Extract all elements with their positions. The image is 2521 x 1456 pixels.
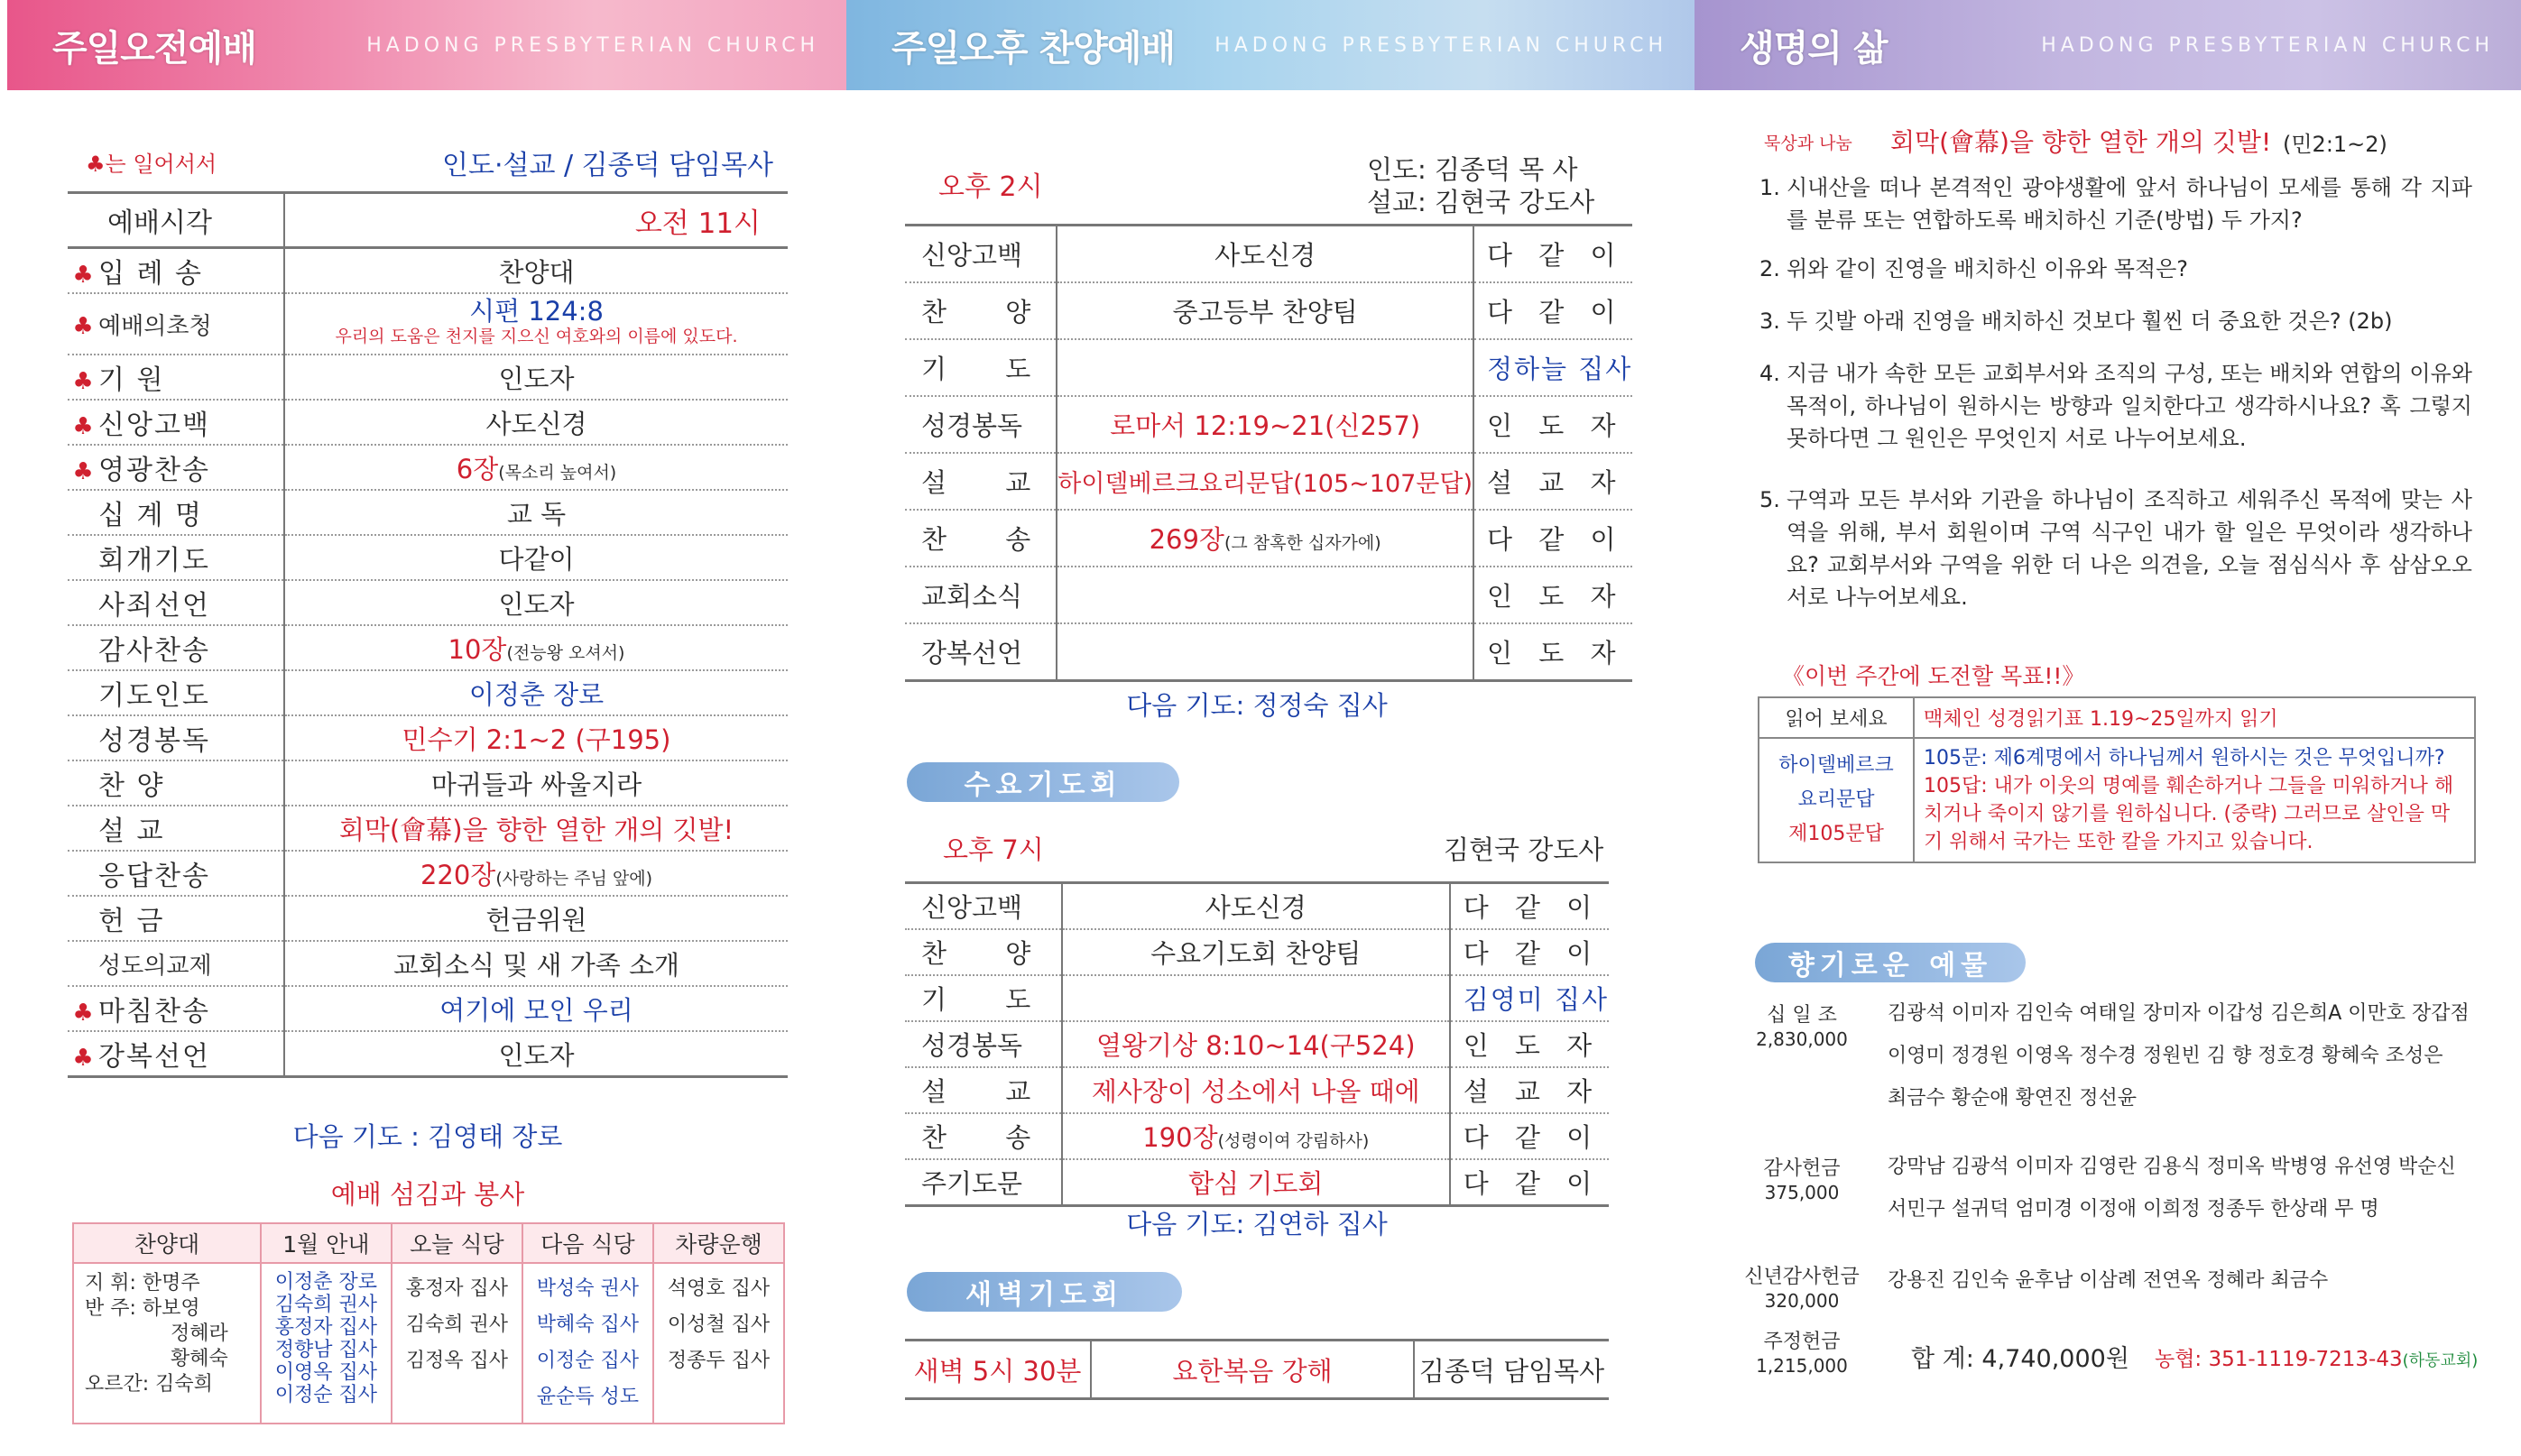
list-item: 석영호 집사: [667, 1277, 771, 1300]
serve-header: 찬양대: [73, 1223, 261, 1263]
question: [1759, 484, 2472, 613]
list-item: 홍정자 집사: [274, 1316, 378, 1339]
stand-marker: ♣: [72, 368, 94, 395]
table-row: [68, 293, 788, 355]
order-person: 인 도 자: [1473, 623, 1632, 681]
order-value: 마귀들과 싸울지라: [284, 760, 788, 806]
table-row: [68, 670, 788, 715]
order-value: 190장: [1142, 1122, 1218, 1153]
dawn-leader: 김종덕 담임목사: [1418, 1355, 1605, 1387]
wednesday-time: 오후 7시: [943, 834, 1044, 865]
list-item: 윤순득 성도: [536, 1386, 640, 1408]
weekly-label-block: [1743, 1330, 1861, 1378]
order-label: 설 교: [905, 453, 1057, 510]
order-label: 기도인도: [98, 680, 210, 712]
life-ref: (민2:1~2): [2283, 132, 2387, 157]
name-line: 서민구 설귀덕 엄미경 이정애 이희정 정종두 한상래 무 명: [1888, 1198, 2379, 1221]
serve-header: 1월 안내: [261, 1223, 392, 1263]
list-item: 이정춘 장로: [274, 1271, 378, 1294]
list-item: 이정순 집사: [536, 1350, 640, 1372]
account-block: [2155, 1342, 2478, 1372]
newyear-label-block: [1743, 1265, 1861, 1313]
table-row: [905, 1067, 1609, 1113]
order-label: 기 도: [905, 975, 1062, 1021]
offering-label: 신년감사헌금: [1744, 1266, 1860, 1288]
order-value: 인도자: [284, 1031, 788, 1077]
question-number: 3.: [1759, 309, 1780, 334]
order-label: 성경봉독: [905, 1021, 1062, 1067]
order-value: 합심 기도회: [1062, 1159, 1450, 1206]
question-text: 두 깃발 아래 진영을 배치하신 것보다 훨씬 더 중요한 것은? (2b): [1787, 309, 2393, 334]
order-value: 10장: [448, 633, 507, 665]
order-person: 다 같 이: [1473, 282, 1632, 339]
order-note: (그 참혹한 십자가에): [1224, 533, 1381, 553]
banner-afternoon-sub: HADONG PRESBYTERIAN CHURCH: [1214, 33, 1667, 57]
serve-header: 오늘 식당: [392, 1223, 522, 1263]
list-item: 김숙희 권사: [274, 1294, 378, 1316]
order-person: 다 같 이: [1450, 929, 1609, 975]
table-row: [905, 929, 1609, 975]
table-row: [68, 851, 788, 896]
list-item: 박혜숙 집사: [536, 1313, 640, 1336]
order-note: (목소리 높여서): [498, 462, 617, 483]
order-value: [1062, 975, 1450, 1021]
order-value: 수요기도회 찬양팀: [1062, 929, 1450, 975]
choir-column: [73, 1263, 261, 1424]
serve-header: 차량운행: [653, 1223, 784, 1263]
order-label: 입 례 송: [98, 258, 204, 290]
list-item: 정혜라: [171, 1322, 228, 1345]
stand-marker: ♣: [72, 458, 94, 485]
today-kitchen-column: [392, 1263, 522, 1424]
order-value: 열왕기상 8:10~14(구524): [1062, 1021, 1450, 1067]
name-line: 최금수 황순애 황연진 정선윤: [1888, 1087, 2138, 1110]
table-row: [68, 986, 788, 1031]
wednesday-leader: 김현국 강도사: [1444, 834, 1604, 865]
order-person: 설 교 자: [1450, 1067, 1609, 1113]
afternoon-order-table: [905, 224, 1632, 682]
list-item: 정향남 집사: [274, 1339, 378, 1361]
question-text: 위와 같이 진영을 배치하신 이유와 목적은?: [1787, 256, 2189, 281]
order-value: [1057, 623, 1473, 681]
order-label: 응답찬송: [98, 861, 210, 892]
order-value: [1057, 339, 1473, 396]
offering-amount: 2,830,000: [1756, 1028, 1848, 1050]
order-label: 주기도문: [905, 1159, 1062, 1206]
table-row: [905, 1021, 1609, 1067]
dawn-pill: 새벽기도회: [907, 1272, 1182, 1312]
order-person: 다 같 이: [1450, 1113, 1609, 1159]
thanks-label-block: [1743, 1157, 1861, 1205]
order-label: 기 도: [905, 339, 1057, 396]
order-value: 사도신경: [284, 400, 788, 445]
order-value: 220장: [420, 859, 496, 890]
catechism-answer: 105답: 내가 이웃의 명예를 훼손하거나 그들을 미워하거나 해치거나 죽이지 않기를 원하십니다. (중략) 그러므로 살인을 막기 위해서 국가는 또한 칼을 가지고 있습니다.: [1924, 775, 2454, 853]
thanks-names: [1888, 1146, 2492, 1230]
list-item: 김숙희 권사: [405, 1313, 509, 1336]
table-row: [905, 623, 1632, 681]
list-item: 이성철 집사: [667, 1313, 771, 1336]
catechism-label: [1759, 738, 1914, 862]
order-label: 십 계 명: [98, 500, 204, 531]
dawn-row: [905, 1339, 1609, 1400]
order-value: 교회소식 및 새 가족 소개: [284, 941, 788, 986]
banner-morning-sub: HADONG PRESBYTERIAN CHURCH: [366, 33, 819, 57]
question-text: 시내산을 떠나 본격적인 광야생활에 앞서 하나님이 모세를 통해 각 지파를 분류 또는 연합하도록 배치하신 기준(방법) 두 가지?: [1787, 175, 2472, 233]
order-label: 신앙고백: [905, 883, 1062, 930]
table-row: [68, 715, 788, 760]
order-value: 로마서 12:19~21(신257): [1057, 396, 1473, 453]
bank-account: 농협: 351-1119-7213-43: [2155, 1348, 2403, 1371]
morning-time-row: [68, 193, 788, 248]
order-note: (전능왕 오셔서): [506, 642, 625, 663]
order-label: 성도의교제: [98, 952, 212, 980]
order-label: 예배의초청: [98, 312, 212, 340]
order-note: 우리의 도움은 천지를 지으신 여호와의 이름에 있도다.: [335, 327, 738, 346]
order-value: 사도신경: [1062, 883, 1450, 930]
banner-morning: [7, 0, 846, 90]
table-row: [905, 567, 1632, 623]
question: [1759, 253, 2472, 285]
order-value: 찬양대: [284, 248, 788, 294]
read-value: 맥체인 성경읽기표 1.19~25일까지 읽기: [1914, 697, 2475, 738]
question-text: 구역과 모든 부서와 기관을 하나님이 조직하고 세워주신 목적에 맞는 사역을 위해, 부서 회원이며 구역 식구인 내가 할 일은 무엇이라 생각하나요? 교회부서와 구역을 위한 더 나은 의견을, 오늘 점심식사 후 삼삼오오 서로 나누어보세요.: [1787, 487, 2472, 610]
wednesday-order-table: [905, 881, 1609, 1207]
table-row: [905, 453, 1632, 510]
list-item: 황혜숙: [171, 1348, 228, 1370]
list-item: 이영옥 집사: [274, 1361, 378, 1384]
afternoon-leader: 인도: 김종덕 목 사: [1367, 154, 1578, 185]
question: [1759, 305, 2472, 337]
order-label: 영광찬송: [98, 455, 210, 486]
banner-morning-title: 주일오전예배: [52, 27, 256, 69]
order-value: 하이델베르크요리문답(105~107문답): [1057, 453, 1473, 510]
order-label: 찬 송: [905, 510, 1057, 567]
list-item: 정종두 집사: [667, 1350, 771, 1372]
table-row: [68, 400, 788, 445]
name-line: 강막남 김광석 이미자 김영란 김용식 정미옥 박병영 유선영 박순신: [1888, 1156, 2456, 1178]
goal-table: [1758, 696, 2476, 863]
stand-marker: ♣: [72, 1000, 94, 1027]
table-row: [68, 490, 788, 535]
table-row: [905, 282, 1632, 339]
wednesday-pill: 수요기도회: [907, 762, 1179, 802]
name-line: 김광석 이미자 김인숙 여태일 장미자 이갑성 김은희A 이만호 장갑점: [1888, 1002, 2470, 1025]
morning-time-value: 오전 11시: [284, 193, 788, 248]
serve-table: [72, 1222, 785, 1424]
wednesday-next-prayer: 다음 기도: 김연하 집사: [1126, 1209, 1388, 1239]
order-label: 찬 양: [905, 929, 1062, 975]
order-value: 여기에 모인 우리: [284, 986, 788, 1031]
question-number: 2.: [1759, 256, 1780, 281]
catechism-content: [1914, 738, 2475, 862]
serve-header-row: [73, 1223, 784, 1263]
order-label: 신앙고백: [905, 226, 1057, 283]
order-person: 다 같 이: [1473, 510, 1632, 567]
table-row: [68, 896, 788, 941]
order-note: (성령이여 강림하사): [1217, 1131, 1370, 1151]
driver-column: [653, 1263, 784, 1424]
stand-note: ♣는 일어서서: [86, 152, 217, 177]
afternoon-preacher: 설교: 김현국 강도사: [1367, 187, 1595, 217]
catechism-label-line: 제105문답: [1788, 823, 1884, 845]
order-label: 성경봉독: [905, 396, 1057, 453]
order-person: 설 교 자: [1473, 453, 1632, 510]
order-label: 찬 양: [98, 770, 165, 802]
table-row: [68, 941, 788, 986]
question: [1759, 357, 2472, 455]
catechism-question: 105문: 제6계명에서 하나님께서 원하시는 것은 무엇입니까?: [1924, 747, 2445, 769]
offering-amount: 320,000: [1764, 1290, 1840, 1312]
table-row: [905, 510, 1632, 567]
order-person: 정하늘 집사: [1473, 339, 1632, 396]
banner-afternoon-title: 주일오후 찬양예배: [891, 27, 1176, 69]
order-label: 강복선언: [905, 623, 1057, 681]
order-value: 제사장이 성소에서 나올 때에: [1062, 1067, 1450, 1113]
table-row: [905, 1113, 1609, 1159]
order-label: 강복선언: [98, 1041, 210, 1073]
name-line: 이영미 정경원 이영옥 정수경 정원빈 김 향 정호경 황혜숙 조성은: [1888, 1045, 2443, 1067]
serve-body-row: [73, 1263, 784, 1424]
table-row: [68, 355, 788, 400]
table-row: [905, 975, 1609, 1021]
question-text: 지금 내가 속한 모든 교회부서와 조직의 구성, 또는 배치와 연합의 이유와 목적이, 하나님이 원하시는 방향과 일치한다고 생각하시나요? 혹 그렇지 못하다면 그 원인은 무엇인지 서로 나누어보세요.: [1787, 361, 2472, 451]
question-number: 4.: [1759, 361, 1780, 386]
order-value: 민수기 2:1~2 (구195): [284, 715, 788, 760]
list-item: 오르간: 김숙희: [85, 1373, 213, 1396]
order-label: 신앙고백: [98, 410, 210, 441]
table-row: [68, 760, 788, 806]
morning-next-prayer: 다음 기도 : 김영태 장로: [292, 1121, 563, 1152]
order-label: 설 교: [905, 1067, 1062, 1113]
offering-label: 감사헌금: [1763, 1157, 1841, 1180]
table-row: [68, 535, 788, 580]
banner-life: [1695, 0, 2521, 90]
table-row: [905, 396, 1632, 453]
order-label: 성경봉독: [98, 725, 210, 757]
order-person: 다 같 이: [1450, 883, 1609, 930]
order-label: 설 교: [98, 816, 165, 847]
table-row: [905, 226, 1632, 283]
order-person: 다 같 이: [1473, 226, 1632, 283]
afternoon-time: 오후 2시: [938, 171, 1043, 203]
list-item: 반 주: 하보영: [85, 1297, 200, 1320]
offering-amount: 1,215,000: [1756, 1355, 1848, 1377]
table-row: [68, 625, 788, 670]
stand-marker: ♣: [72, 1045, 94, 1072]
offering-amount: 375,000: [1764, 1182, 1840, 1203]
banner-life-title: 생명의 삶: [1740, 27, 1888, 69]
offering-label: 주정헌금: [1763, 1331, 1841, 1353]
serve-header: 다음 식당: [522, 1223, 653, 1263]
order-label: 마침찬송: [98, 996, 210, 1027]
order-label: 감사찬송: [98, 635, 210, 667]
table-row: [1759, 738, 2475, 862]
order-label: 교회소식: [905, 567, 1057, 623]
banner-afternoon: [846, 0, 1695, 90]
list-item: 지 휘: 한명주: [85, 1272, 200, 1295]
table-row: [905, 1159, 1609, 1206]
question: [1759, 171, 2472, 236]
order-person: 인 도 자: [1473, 396, 1632, 453]
table-row: [1759, 697, 2475, 738]
list-item: 박성숙 권사: [536, 1277, 640, 1300]
order-value: 헌금위원: [284, 896, 788, 941]
morning-order-table: [68, 191, 788, 1078]
offering-total: 합 계: 4,740,000원: [1911, 1345, 2129, 1373]
order-value: 269장: [1149, 524, 1224, 555]
table-row: [68, 806, 788, 851]
table-row: [68, 580, 788, 625]
dawn-time: 새벽 5시 30분: [905, 1341, 1092, 1397]
table-row: [905, 883, 1609, 930]
list-item: 김정옥 집사: [405, 1350, 509, 1372]
order-value: 교 독: [284, 490, 788, 535]
stand-marker: ♣: [72, 413, 94, 440]
order-note: (사랑하는 주님 앞에): [495, 868, 653, 889]
order-value: 사도신경: [1057, 226, 1473, 283]
question-number: 1.: [1759, 175, 1780, 200]
table-row: [68, 445, 788, 490]
morning-leader: 인도·설교 / 김종덕 담임목사: [442, 150, 774, 181]
order-person: 인 도 자: [1473, 567, 1632, 623]
order-value: 인도자: [284, 355, 788, 400]
order-value: 인도자: [284, 580, 788, 625]
serve-title: 예배 섬김과 봉사: [330, 1179, 525, 1210]
order-person: 김영미 집사: [1450, 975, 1609, 1021]
order-value: 6장: [456, 453, 499, 484]
list-item: 홍정자 집사: [405, 1277, 509, 1300]
life-label: 묵상과 나눔: [1764, 134, 1852, 153]
next-kitchen-column: [522, 1263, 653, 1424]
order-label: 기 원: [98, 364, 165, 396]
read-label: 읽어 보세요: [1759, 697, 1914, 738]
offering-pill: 향기로운 예물: [1755, 943, 2026, 982]
stand-marker: ♣: [72, 312, 94, 340]
banner-life-sub: HADONG PRESBYTERIAN CHURCH: [2041, 33, 2494, 57]
order-value: 시편 124:8: [469, 296, 604, 327]
stand-marker: ♣: [72, 262, 94, 289]
afternoon-next-prayer: 다음 기도: 정정숙 집사: [1126, 690, 1388, 721]
order-person: 인 도 자: [1450, 1021, 1609, 1067]
newyear-names: 강용진 김인숙 윤후남 이삼례 전연옥 정혜라 최금수: [1888, 1269, 2329, 1292]
order-value: 다같이: [284, 535, 788, 580]
tithe-label-block: [1743, 1003, 1861, 1052]
table-row: [905, 339, 1632, 396]
question-number: 5.: [1759, 487, 1780, 512]
goal-title: 《이번 주간에 도전할 목표!!》: [1782, 663, 2085, 689]
usher-column: [261, 1263, 392, 1424]
account-note: (하동교회): [2402, 1351, 2479, 1370]
tithe-names: [1888, 992, 2492, 1120]
dawn-title: 요한복음 강해: [1092, 1341, 1415, 1397]
order-value: 중고등부 찬양팀: [1057, 282, 1473, 339]
order-label: 찬 송: [905, 1113, 1062, 1159]
table-row: [68, 1031, 788, 1077]
order-person: 다 같 이: [1450, 1159, 1609, 1206]
life-title: 회막(會幕)을 향한 열한 개의 깃발!: [1890, 127, 2272, 157]
order-label: 사죄선언: [98, 590, 210, 622]
order-value: 이정춘 장로: [284, 670, 788, 715]
order-label: 헌 금: [98, 906, 165, 937]
morning-time-label: 예배시각: [68, 193, 284, 248]
order-label: 회개기도: [98, 545, 210, 576]
offering-label: 십 일 조: [1767, 1004, 1837, 1027]
catechism-label-line: 요리문답: [1797, 788, 1875, 811]
order-value: [1057, 567, 1473, 623]
table-row: [68, 248, 788, 294]
sermon-title: 회막(會幕)을 향한 열한 개의 깃발!: [284, 806, 788, 851]
order-label: 찬 양: [905, 282, 1057, 339]
list-item: 이정순 집사: [274, 1384, 378, 1406]
catechism-label-line: 하이델베르크: [1778, 754, 1894, 777]
